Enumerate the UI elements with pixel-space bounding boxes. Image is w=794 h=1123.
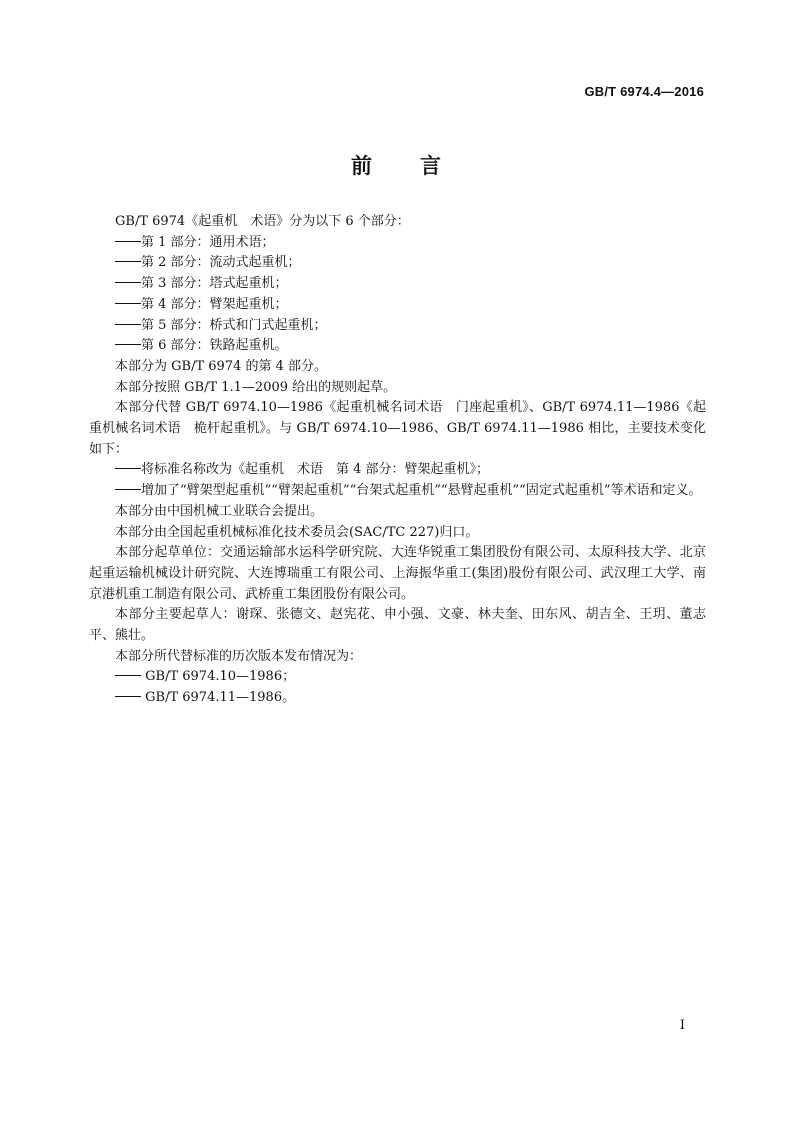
dash-mark [115, 261, 141, 262]
list-item [89, 481, 706, 502]
list-item-text: 增加了“臂架型起重机”“臂架起重机”“台架式起重机”“悬臂起重机”“固定式起重机”等术语和定义。 [141, 483, 702, 499]
paragraph: 本部分起草单位：交通运输部水运科学研究院、大连华锐重工集团股份有限公司、太原科技大学、北京起重运输机械设计研究院、大连博瑞重工有限公司、上海振华重工(集团)股份有限公司、武汉理工大学、南京港机重工制造有限公司、武桥重工集团股份有限公司。 [89, 545, 706, 602]
page-number: I [679, 1018, 685, 1033]
standard-code: GB/T 6974.4—2016 [584, 84, 704, 99]
dash-mark [115, 324, 141, 325]
list-item [89, 233, 706, 254]
list-item [89, 460, 706, 481]
paragraph: 本部分为 GB/T 6974 的第 4 部分。 [115, 358, 328, 374]
dash-mark [115, 468, 141, 469]
dash-mark [115, 675, 141, 676]
title-char-2: 言 [420, 154, 443, 178]
list-item-text: 第 6 部分：铁路起重机。 [141, 338, 288, 354]
paragraph: 本部分由全国起重机械标准化技术委员会(SAC/TC 227)归口。 [115, 524, 479, 540]
list-item-text: 第 4 部分：臂架起重机； [141, 296, 288, 312]
list-item-text: GB/T 6974.10—1986； [141, 669, 296, 685]
list-item-text: 将标准名称改为《起重机 术语 第 4 部分：臂架起重机》； [141, 462, 490, 478]
dash-mark [115, 696, 141, 697]
paragraph: 本部分主要起草人：谢琛、张德文、赵宪花、申小强、文豪、林夫奎、田东风、胡吉全、王玥、董志平、熊壮。 [89, 607, 706, 644]
dash-mark [115, 344, 141, 345]
dash-mark [115, 303, 141, 304]
list-item [89, 667, 706, 688]
paragraph: GB/T 6974《起重机 术语》分为以下 6 个部分： [115, 214, 410, 229]
list-item-text: 第 1 部分：通用术语； [141, 234, 275, 250]
list-item [89, 295, 706, 316]
paragraph: 本部分由中国机械工业联合会提出。 [115, 503, 324, 519]
dash-mark [115, 489, 141, 490]
list-item-text: GB/T 6974.11—1986。 [141, 690, 296, 706]
title-char-1: 前 [351, 154, 374, 178]
list-item [89, 274, 706, 295]
list-item [89, 336, 706, 357]
list-item-text: 第 5 部分：桥式和门式起重机； [141, 317, 327, 333]
paragraph: 本部分代替 GB/T 6974.10—1986《起重机械名词术语 门座起重机》、GB/T 6974.11—1986《起重机械名词术语 桅杆起重机》。与 GB/T 6974.10—1986、GB/T 6974.11—1986 相比，主要技术变化如下： [89, 400, 706, 457]
list-item [89, 316, 706, 337]
page-title [0, 150, 794, 180]
paragraph: 本部分按照 GB/T 1.1—2009 给出的规则起草。 [115, 379, 397, 395]
dash-mark [115, 282, 141, 283]
paragraph: 本部分所代替标准的历次版本发布情况为： [115, 648, 363, 664]
list-item [89, 688, 706, 709]
list-item [89, 253, 706, 274]
document-body [89, 212, 706, 709]
dash-mark [115, 241, 141, 242]
list-item-text: 第 2 部分：流动式起重机； [141, 255, 301, 271]
list-item-text: 第 3 部分：塔式起重机； [141, 276, 288, 292]
